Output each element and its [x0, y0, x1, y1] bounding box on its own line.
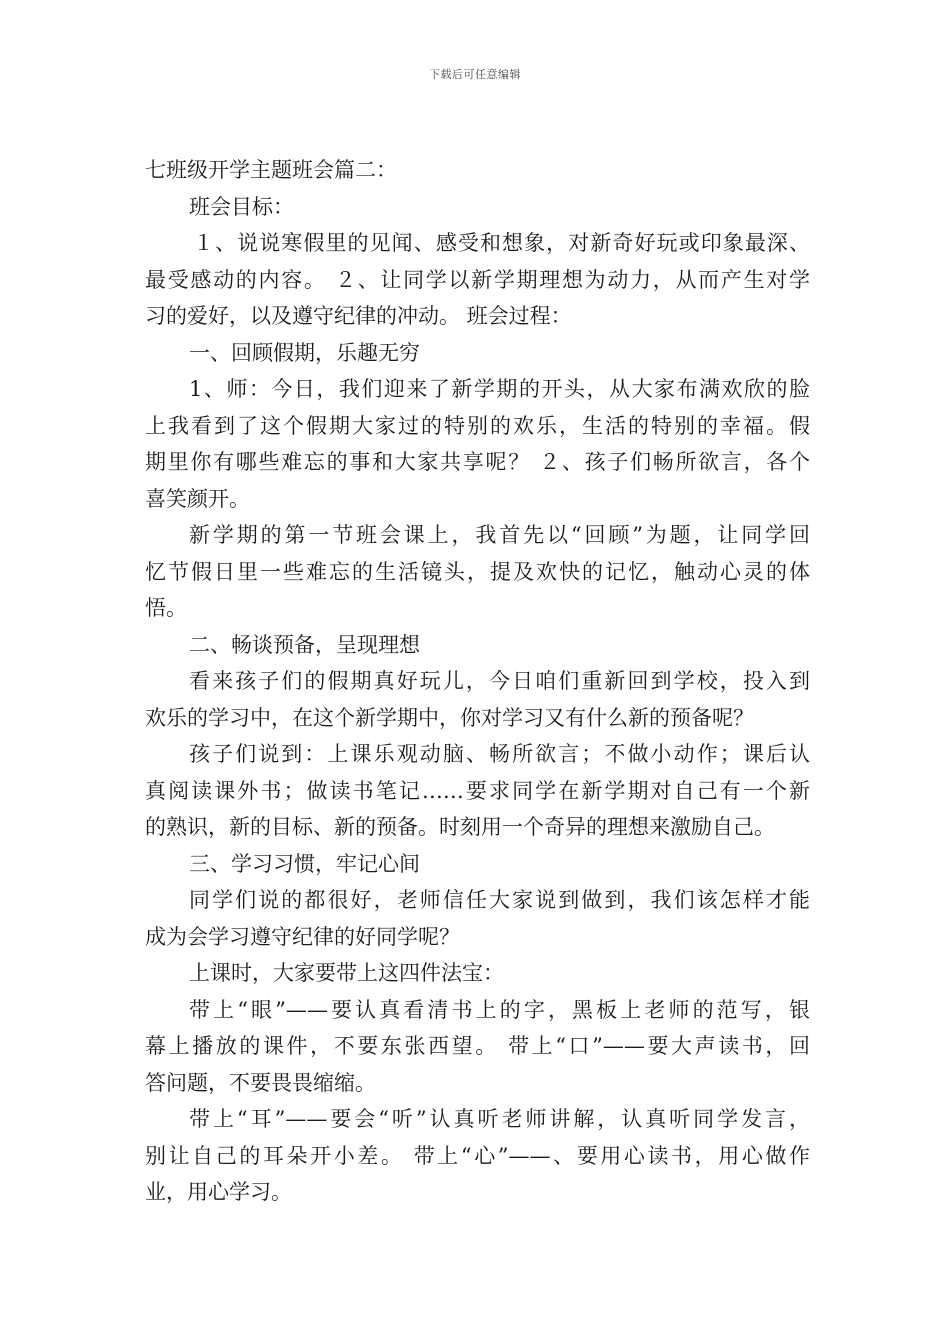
paragraph-line: 带上“耳”——要会“听”认真听老师讲解，认真听同学发言， [189, 1107, 810, 1131]
paragraph-line: 悟。 [145, 596, 187, 620]
paragraph-line: 答问题，不要畏畏缩缩。 [145, 1070, 376, 1095]
paragraph-line: 期里你有哪些难忘的事和大家共享呢？ ２、孩子们畅所欲言，各个 [145, 450, 810, 474]
paragraph-line: 看来孩子们的假期真好玩儿，今日咱们重新回到学校，投入到 [189, 669, 810, 693]
subheading: 一、回顾假期，乐趣无穷 [189, 340, 420, 365]
paragraph-line: 1、师：今日，我们迎来了新学期的开头，从大家布满欢欣的脸 [189, 377, 810, 401]
paragraph-line: 带上“眼”——要认真看清书上的字，黑板上老师的范写，银 [189, 997, 810, 1022]
paragraph-line: 习的爱好，以及遵守纪律的冲动。 班会过程： [145, 304, 572, 328]
paragraph-line: 上课时，大家要带上这四件法宝： [189, 961, 504, 985]
paragraph-line: 喜笑颜开。 [145, 486, 250, 511]
paragraph-line: １、说说寒假里的见闻、感受和想象，对新奇好玩或印象最深、 [193, 231, 810, 255]
paragraph-line: 成为会学习遵守纪律的好同学呢？ [145, 924, 460, 949]
paragraph-line: 幕上播放的课件，不要东张西望。 带上“口”——要大声读书，回 [145, 1034, 810, 1058]
paragraph-line: 别让自己的耳朵开小差。 带上“心”——、要用心读书，用心做作 [145, 1143, 810, 1168]
paragraph-line: 班会目标： [189, 194, 294, 219]
paragraph-line: 新学期的第一节班会课上，我首先以“回顾”为题，让同学回 [189, 523, 810, 547]
subheading: 二、畅谈预备，呈现理想 [189, 632, 420, 657]
document-body [145, 152, 810, 1211]
paragraph-line: 欢乐的学习中，在这个新学期中，你对学习又有什么新的预备呢？ [145, 705, 754, 730]
paragraph-line: 业，用心学习。 [145, 1180, 292, 1204]
paragraph-line: 真阅读课外书；做读书笔记……要求同学在新学期对自己有一个新 [145, 778, 810, 803]
paragraph-line: 的熟识，新的目标、新的预备。时刻用一个奇异的理想来激励自己。 [145, 815, 775, 839]
paragraph-line: 孩子们说到：上课乐观动脑、畅所欲言；不做小动作；课后认 [189, 742, 810, 766]
paragraph-line: 忆节假日里一些难忘的生活镜头，提及欢快的记忆，触动心灵的体 [145, 559, 810, 584]
section-title: 七班级开学主题班会篇二： [145, 158, 397, 182]
paragraph-line: 上我看到了这个假期大家过的特别的欢乐，生活的特别的幸福。假 [145, 413, 810, 438]
paragraph-line: 同学们说的都很好，老师信任大家说到做到，我们该怎样才能 [189, 888, 810, 912]
paragraph-line: 最受感动的内容。 ２、让同学以新学期理想为动力，从而产生对学 [145, 267, 810, 292]
subheading: 三、学习习惯，牢记心间 [189, 851, 420, 876]
header-note: 下载后可任意编辑 [429, 68, 521, 81]
